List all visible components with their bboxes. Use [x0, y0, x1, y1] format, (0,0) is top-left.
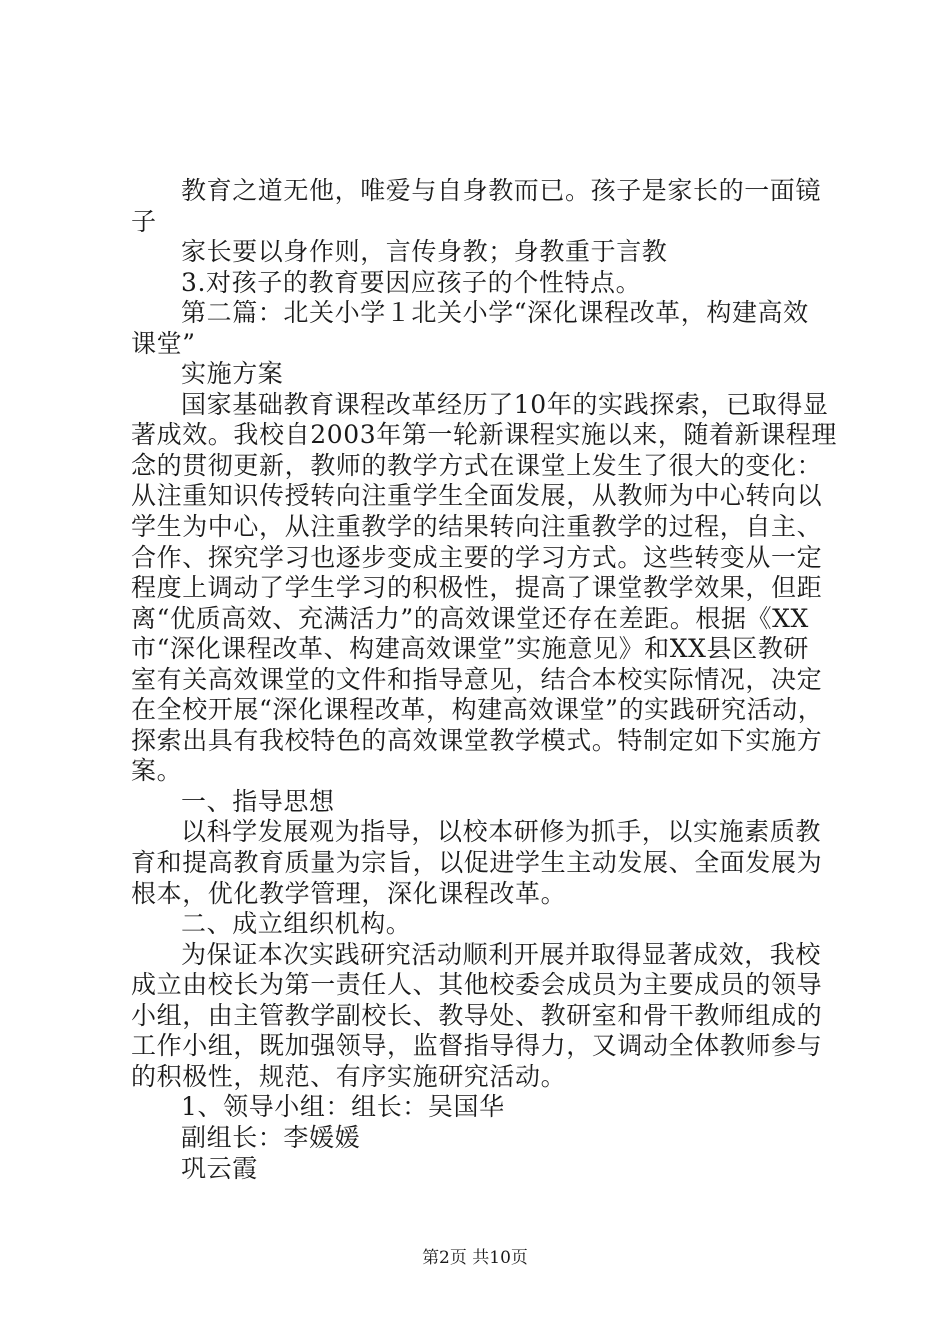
text-line: 国家基础教育课程改革经历了10年的实践探索，已取得显: [181, 389, 829, 419]
text-line: 家长要以身作则，言传身教；身教重于言教: [181, 237, 668, 267]
text-line: 1、领导小组：组长：吴国华: [181, 1092, 505, 1122]
text-line: 巩云霞: [181, 1153, 258, 1183]
text-line: 成立由校长为第一责任人、其他校委会成员为主要成员的领导: [131, 970, 823, 1000]
text-line: 市“深化课程改革、构建高效课堂”实施意见》和XX县区教研: [131, 634, 809, 664]
text-line: 离“优质高效、充满活力”的高效课堂还存在差距。根据《XX: [131, 603, 809, 633]
text-line: 副组长：李媛媛: [181, 1122, 361, 1152]
text-line: 第二篇：北关小学１北关小学“深化课程改革，构建高效: [181, 298, 809, 328]
text-line: 根本，优化教学管理，深化课程改革。: [131, 878, 567, 908]
text-line: 子: [131, 206, 157, 236]
text-line: 育和提高教育质量为宗旨，以促进学生主动发展、全面发展为: [131, 848, 823, 878]
text-line: 课堂”: [131, 328, 196, 358]
page-footer: 第2页 共10页: [422, 1248, 528, 1268]
document-body: [131, 176, 843, 1184]
text-line: 从注重知识传授转向注重学生全面发展，从教师为中心转向以: [131, 481, 823, 511]
text-line: 3.对孩子的教育要因应孩子的个性特点。: [181, 267, 642, 297]
text-line: 小组，由主管教学副校长、教导处、教研室和骨干教师组成的: [131, 1000, 823, 1030]
text-line: 二、成立组织机构。: [181, 909, 412, 939]
text-line: 一、指导思想: [181, 786, 335, 816]
text-line: 工作小组，既加强领导，监督指导得力，又调动全体教师参与: [131, 1031, 823, 1061]
text-line: 探索出具有我校特色的高效课堂教学模式。特制定如下实施方: [131, 725, 823, 755]
text-line: 为保证本次实践研究活动顺利开展并取得显著成效，我校: [181, 939, 822, 969]
text-line: 程度上调动了学生学习的积极性，提高了课堂教学效果，但距: [131, 573, 823, 603]
text-line: 实施方案: [181, 359, 284, 389]
text-line: 的积极性，规范、有序实施研究活动。: [131, 1061, 567, 1091]
text-line: 在全校开展“深化课程改革，构建高效课堂”的实践研究活动，: [131, 695, 824, 725]
text-line: 念的贯彻更新，教师的教学方式在课堂上发生了很大的变化：: [131, 450, 823, 480]
text-line: 著成效。我校自2003年第一轮新课程实施以来，随着新课程理: [131, 420, 838, 450]
text-line: 室有关高效课堂的文件和指导意见，结合本校实际情况，决定: [131, 664, 823, 694]
text-line: 教育之道无他，唯爱与自身教而已。孩子是家长的一面镜: [181, 176, 822, 205]
text-line: 案。: [131, 756, 183, 786]
text-line: 学生为中心，从注重教学的结果转向注重教学的过程，自主、: [131, 512, 823, 542]
text-line: 合作、探究学习也逐步变成主要的学习方式。这些转变从一定: [131, 542, 823, 572]
text-line: 以科学发展观为指导，以校本研修为抓手，以实施素质教: [181, 817, 822, 847]
